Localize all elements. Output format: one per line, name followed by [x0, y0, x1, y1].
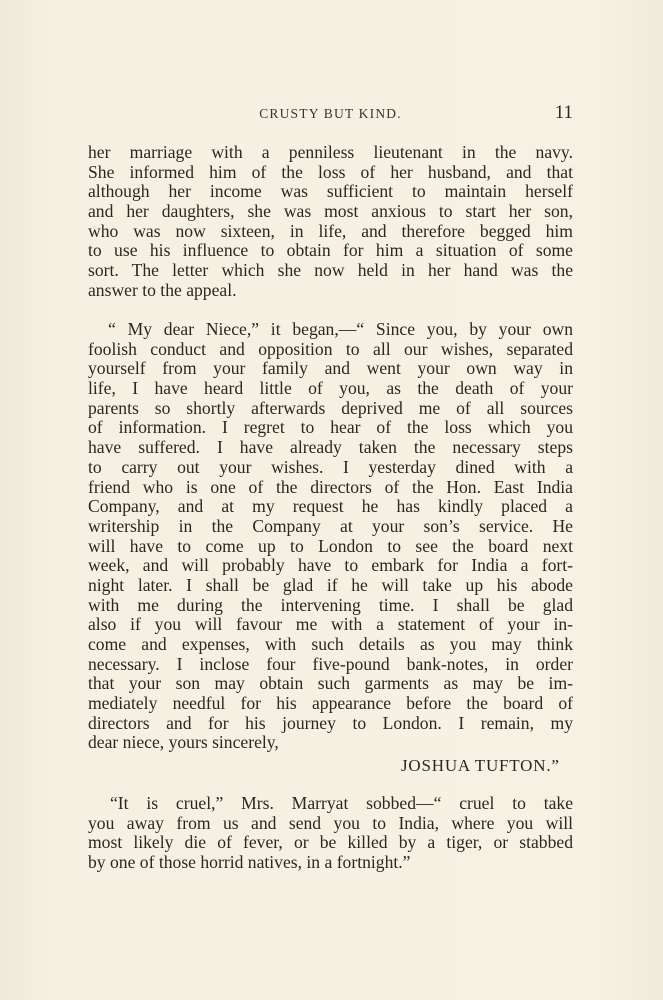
- text-line: mediately needful for his appearance before the board of: [88, 694, 573, 714]
- text-line: Company, and at my request he has kindly placed a: [88, 497, 573, 517]
- text-line: you away from us and send you to India, where you will: [88, 813, 573, 833]
- text-line: with me during the intervening time. I shall be glad: [88, 595, 573, 615]
- text-line: night later. I shall be glad if he will take up his abode: [88, 575, 573, 595]
- text-line: “ My dear Niece,” it began,—“ Since you, by your own: [108, 320, 573, 339]
- text-line: although her income was sufficient to maintain herself: [88, 182, 573, 202]
- paragraph-3: [88, 794, 573, 873]
- text-line: “It is cruel,” Mrs. Marryat sobbed—“ cruel to take: [110, 794, 573, 813]
- text-line: come and expenses, with such details as you may think: [88, 635, 573, 654]
- text-line: will have to come up to London to see the board next: [88, 536, 573, 556]
- text-line: yourself from your family and went your own way in: [88, 359, 573, 379]
- text-line: necessary. I inclose four five-pound bank-notes, in order: [88, 654, 573, 674]
- text-line: dear niece, yours sincerely,: [88, 733, 279, 753]
- text-line: by one of those horrid natives, in a fortnight.”: [88, 853, 411, 873]
- text-line: week, and will probably have to embark for India a fort-: [88, 556, 573, 576]
- text-line: answer to the appeal.: [88, 280, 237, 300]
- text-line: of information. I regret to hear of the loss which you: [88, 418, 573, 438]
- text-line: who was now sixteen, in life, and therefore begged him: [88, 221, 573, 241]
- page-header: [88, 104, 573, 128]
- text-line: to carry out your wishes. I yesterday dined with a: [88, 457, 573, 477]
- paragraph-2-letter: [88, 320, 573, 753]
- text-line: friend who is one of the directors of the Hon. East India: [88, 477, 573, 497]
- text-line: parents so shortly afterwards deprived me of all sources: [88, 398, 573, 418]
- text-line: most likely die of fever, or be killed by a tiger, or stabbed: [88, 833, 573, 853]
- text-line: also if you will favour me with a statement of your in-: [88, 615, 573, 635]
- text-line: sort. The letter which she now held in her hand was the: [88, 261, 573, 281]
- text-line: that your son may obtain such garments as may be im-: [88, 674, 573, 694]
- text-line: writership in the Company at your son’s service. He: [88, 516, 573, 536]
- page-number: 11: [554, 102, 573, 123]
- text-line: directors and for his journey to London. I remain, my: [88, 713, 573, 733]
- paragraph-1: [88, 143, 573, 301]
- text-line: her marriage with a penniless lieutenant in the navy.: [88, 143, 573, 162]
- text-line: have suffered. I have already taken the necessary steps: [88, 438, 573, 458]
- text-line: foolish conduct and opposition to all our wishes, separated: [88, 339, 573, 359]
- text-line: to use his influence to obtain for him a situation of some: [88, 241, 573, 261]
- text-line: life, I have heard little of you, as the death of your: [88, 379, 573, 399]
- text-line: and her daughters, she was most anxious to start her son,: [88, 202, 573, 222]
- text-line: She informed him of the loss of her husband, and that: [88, 162, 573, 182]
- letter-signature: JOSHUA TUFTON.”: [401, 756, 560, 775]
- running-title: CRUSTY BUT KIND.: [259, 106, 402, 121]
